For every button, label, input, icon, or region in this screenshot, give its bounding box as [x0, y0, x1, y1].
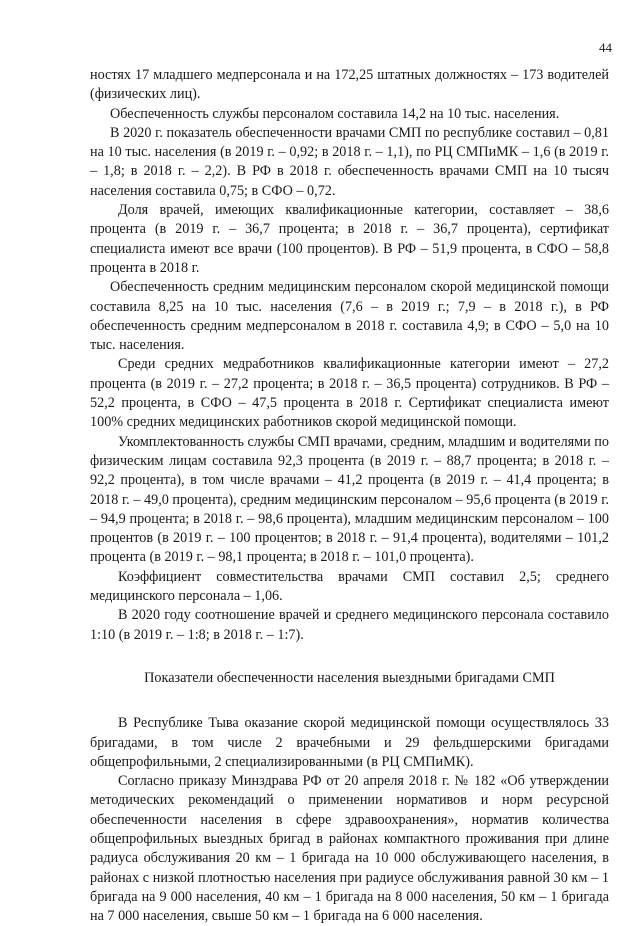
paragraph: Укомплектованность службы СМП врачами, средним, младшим и водителями по физическим лицам составила 92,3 процента (в 2019 г. – 88,7 процента; в 2018 г. – 92,2 процента), в том числе врачами – 41,2 процента (в 2019 г. – 41,4 процента; в 2018 г. – 49,0 процента), средним медицинским персоналом – 95,6 процента (в 2019 г. – 94,9 процента; в 2018 г. – 98,6 процента), младшим медицинским персоналом – 100 процентов (в 2019 г. – 100 процентов; в 2018 г. – 91,4 процента), водителями – 101,2 процента (в 2019 г. – 98,1 процента; в 2018 г. – 101,0 процента).	[90, 433, 609, 566]
document-body	[90, 66, 609, 926]
paragraph: Коэффициент совместительства врачами СМП составил 2,5; среднего медицинского персонала – 1,06.	[90, 568, 609, 605]
paragraph-continuation: ностях 17 младшего медперсонала и на 172,25 штатных должностях – 173 водителей (физических лиц).	[90, 67, 609, 103]
section-heading: Показатели обеспеченности населения выездными бригадами СМП	[144, 669, 555, 686]
paragraph: Обеспеченность службы персоналом составила 14,2 на 10 тыс. населения.	[110, 105, 560, 122]
paragraph: В 2020 г. показатель обеспеченности врачами СМП по республике составил – 0,81 на 10 тыс. населения (в 2019 г. – 0,92; в 2018 г. – 1,1), по РЦ СМПиМК – 1,6 (в 2019 г. – 1,8; в 2018 г. – 2,2). В РФ в 2018 г. обеспеченность врачами СМП на 10 тысяч населения составила 0,75; в СФО – 0,72.	[90, 124, 609, 199]
paragraph: Согласно приказу Минздрава РФ от 20 апреля 2018 г. № 182 «Об утверждении методических рекомендаций о применении нормативов и норм ресурсной обеспеченности населения в сфере здравоохранения», норматив количества общепрофильных выездных бригад в районах компактного проживания при длине радиуса обслуживания 20 км – 1 бригада на 10 000 обслуживающего населения, в районах с низкой плотностью населения при радиусе обслуживания равной 30 км – 1 бригада на 9 000 населения, 40 км – 1 бригада на 8 000 населения, 50 км – 1 бригада на 7 000 населения, свыше 50 км – 1 бригада на 6 000 населения.	[90, 773, 609, 925]
paragraph: Обеспеченность средним медицинским персоналом скорой медицинской помощи составила 8,25 на 10 тыс. населения (7,6 – в 2019 г.; 7,9 – в 2018 г.), в РФ обеспеченность средним медперсоналом в 2018 г. составила 4,9; в СФО – 5,0 на 10 тыс. населения.	[90, 279, 609, 354]
paragraph: Среди средних медработников квалификационные категории имеют – 27,2 процента (в 2019 г. – 27,2 процента; в 2018 г. – 36,5 процента) сотрудников. В РФ – 52,2 процента, в СФО – 47,5 процента в 2018 г. Сертификат специалиста имеют 100% средних медицинских работников скорой медицинской помощи.	[90, 356, 609, 431]
page-number: 44	[599, 40, 612, 55]
paragraph: В 2020 году соотношение врачей и среднего медицинского персонала составило 1:10 (в 2019 г. – 1:8; в 2018 г. – 1:7).	[90, 607, 609, 643]
paragraph: Доля врачей, имеющих квалификационные категории, составляет – 38,6 процента (в 2019 г. – 36,7 процента; в 2018 г. – 36,7 процента), сертификат специалиста имеют все врачи (100 процентов). В РФ – 51,9 процента, в СФО – 58,8 процента в 2018 г.	[90, 202, 609, 276]
paragraph: В Республике Тыва оказание скорой медицинской помощи осуществлялось 33 бригадами, в том числе 2 врачебными и 29 фельдшерскими бригадами общепрофильными, 2 специализированными (в РЦ СМПиМК).	[90, 715, 609, 770]
